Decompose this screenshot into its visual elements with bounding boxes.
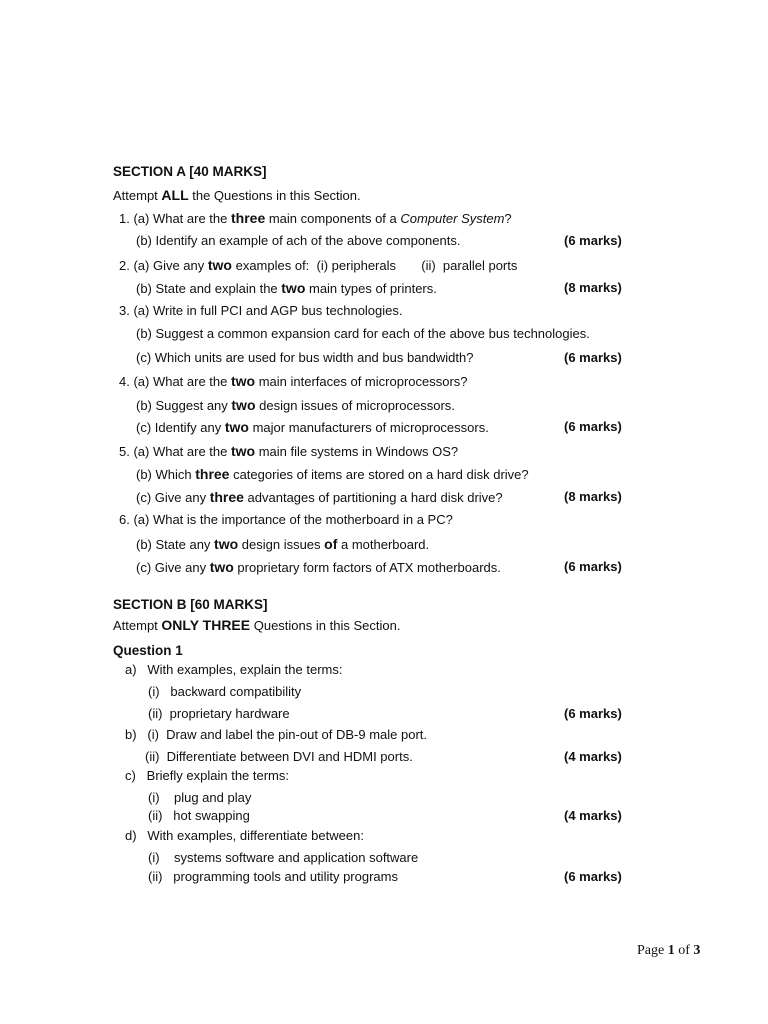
section-a-instruction bbox=[113, 187, 361, 204]
page-total: 3 bbox=[693, 943, 701, 958]
q-text: main types of printers. bbox=[305, 281, 437, 296]
q1-a bbox=[119, 210, 512, 227]
b-qd-i: (i) systems software and application software bbox=[148, 850, 419, 865]
q-text: ? bbox=[504, 211, 512, 226]
q-emphasis: two bbox=[209, 559, 234, 575]
q-text: (b) Which bbox=[136, 467, 196, 482]
q-text: 2. (a) Give any bbox=[119, 258, 208, 273]
b-qa-ii: (ii) proprietary hardware bbox=[148, 706, 290, 721]
q5-c bbox=[136, 489, 503, 506]
q-emphasis: two bbox=[214, 536, 239, 552]
q3-b: (b) Suggest a common expansion card for each of the above bus technologies. bbox=[136, 326, 590, 341]
q6-c bbox=[136, 559, 501, 576]
b-qa-marks: (6 marks) bbox=[564, 706, 622, 721]
q-text: main file systems in Windows OS? bbox=[255, 444, 459, 459]
q-text: (b) State and explain the bbox=[136, 281, 282, 296]
instruction-text: the Questions in this Section. bbox=[188, 188, 361, 203]
instruction-text: Questions in this Section. bbox=[250, 618, 401, 633]
page-number bbox=[637, 943, 700, 959]
b-qd-ii: (ii) programming tools and utility programs bbox=[148, 869, 398, 884]
question-title: Question 1 bbox=[113, 643, 183, 658]
b-qd: d) With examples, differentiate between: bbox=[125, 828, 364, 843]
q-emphasis: three bbox=[209, 489, 244, 505]
b-qa-i: (i) backward compatibility bbox=[148, 684, 302, 699]
q-text: (b) Suggest any bbox=[136, 398, 232, 413]
q-emphasis: two bbox=[231, 443, 256, 459]
b-qc-i: (i) plug and play bbox=[148, 790, 252, 805]
q-text: categories of items are stored on a hard disk drive? bbox=[229, 467, 529, 482]
q-text: a motherboard. bbox=[337, 537, 430, 552]
q-emphasis: two bbox=[281, 280, 306, 296]
q2-marks: (8 marks) bbox=[564, 280, 622, 295]
q4-b bbox=[136, 397, 455, 414]
q-text: design issues bbox=[238, 537, 325, 552]
section-a-heading: SECTION A [40 MARKS] bbox=[113, 164, 267, 179]
q-emphasis: two bbox=[231, 373, 256, 389]
q-italic: Computer System bbox=[400, 211, 505, 226]
b-qb: b) (i) Draw and label the pin-out of DB-9 male port. bbox=[125, 727, 428, 742]
instruction-text: Attempt bbox=[113, 188, 162, 203]
instruction-emphasis: ALL bbox=[161, 187, 189, 203]
page-of: of bbox=[674, 943, 694, 958]
q-text: advantages of partitioning a hard disk drive? bbox=[243, 490, 503, 505]
q-emphasis: three bbox=[231, 210, 266, 226]
q-text: (c) Identify any bbox=[136, 420, 225, 435]
q1-marks: (6 marks) bbox=[564, 233, 622, 248]
q-text: 1. (a) What are the bbox=[119, 211, 231, 226]
q-text: examples of: (i) peripherals (ii) parallel ports bbox=[231, 258, 518, 273]
q-emphasis: two bbox=[207, 257, 232, 273]
b-qb-marks: (4 marks) bbox=[564, 749, 622, 764]
q-text: 5. (a) What are the bbox=[119, 444, 231, 459]
q-emphasis: of bbox=[324, 536, 338, 552]
q-text: main interfaces of microprocessors? bbox=[255, 374, 468, 389]
q-emphasis: two bbox=[224, 419, 249, 435]
q-text: main components of a bbox=[265, 211, 401, 226]
q-text: (c) Give any bbox=[136, 560, 210, 575]
q5-b bbox=[136, 466, 529, 483]
q5-marks: (8 marks) bbox=[564, 489, 622, 504]
q-text: (b) State any bbox=[136, 537, 215, 552]
q-text: major manufacturers of microprocessors. bbox=[248, 420, 489, 435]
b-qa: a) With examples, explain the terms: bbox=[125, 662, 343, 677]
q4-c bbox=[136, 419, 489, 436]
section-b-instruction bbox=[113, 617, 400, 634]
q6-b bbox=[136, 536, 429, 553]
q-text: (c) Give any bbox=[136, 490, 210, 505]
instruction-text: Attempt bbox=[113, 618, 162, 633]
q4-a bbox=[119, 373, 468, 390]
q3-c: (c) Which units are used for bus width and bus bandwidth? bbox=[136, 350, 474, 365]
b-qd-marks: (6 marks) bbox=[564, 869, 622, 884]
q5-a bbox=[119, 443, 458, 460]
q-text: proprietary form factors of ATX motherboards. bbox=[233, 560, 501, 575]
q6-a: 6. (a) What is the importance of the motherboard in a PC? bbox=[119, 512, 453, 527]
page-label: Page bbox=[637, 943, 668, 958]
q3-a: 3. (a) Write in full PCI and AGP bus technologies. bbox=[119, 303, 403, 318]
b-qc-ii: (ii) hot swapping bbox=[148, 808, 250, 823]
b-qc: c) Briefly explain the terms: bbox=[125, 768, 289, 783]
q-emphasis: three bbox=[195, 466, 230, 482]
q6-marks: (6 marks) bbox=[564, 559, 622, 574]
page-current: 1 bbox=[667, 943, 675, 958]
q-emphasis: two bbox=[231, 397, 256, 413]
q-text: 4. (a) What are the bbox=[119, 374, 231, 389]
q-text: design issues of microprocessors. bbox=[255, 398, 455, 413]
section-b-heading: SECTION B [60 MARKS] bbox=[113, 597, 268, 612]
q3-marks: (6 marks) bbox=[564, 350, 622, 365]
b-qb-ii: (ii) Differentiate between DVI and HDMI ports. bbox=[145, 749, 413, 764]
instruction-emphasis: ONLY THREE bbox=[161, 617, 251, 633]
b-qc-marks: (4 marks) bbox=[564, 808, 622, 823]
q2-b bbox=[136, 280, 437, 297]
q4-marks: (6 marks) bbox=[564, 419, 622, 434]
q2-a bbox=[119, 257, 517, 274]
q1-b: (b) Identify an example of ach of the above components. bbox=[136, 233, 461, 248]
